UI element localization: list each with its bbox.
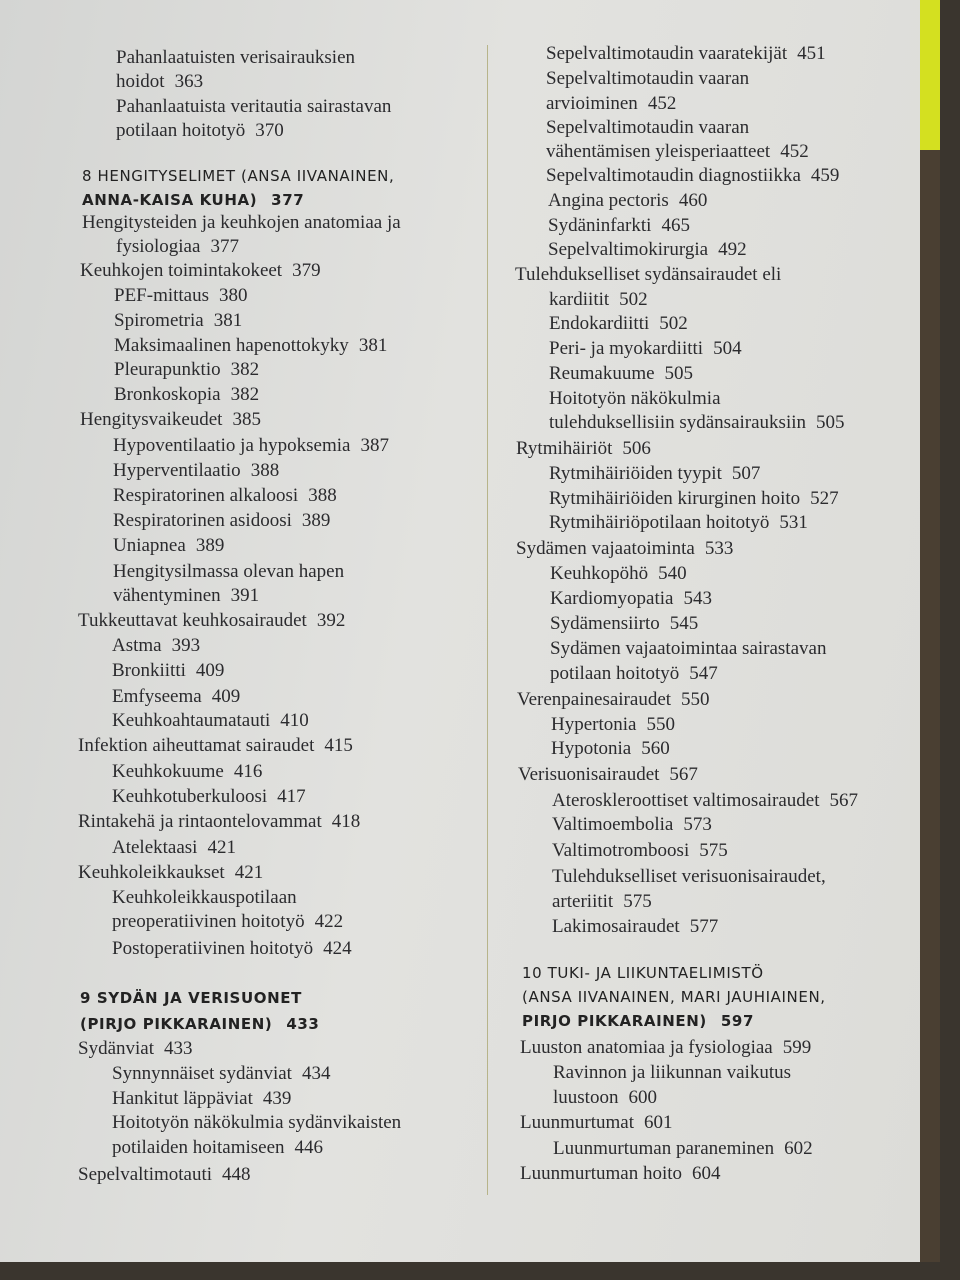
toc-entry-title: Maksimaalinen hapenottokyky (114, 335, 349, 356)
toc-entry-tulehdukselliset-sydansairaudet-eli (515, 263, 781, 287)
toc-entry-title: Hoitotyön näkökulmia (549, 388, 721, 409)
toc-entry-title: Rytmihäiriöiden tyypit (549, 463, 722, 484)
toc-entry-title: Keuhkotuberkuloosi (112, 786, 268, 807)
toc-entry-title: potilaan hoitotyö (116, 120, 246, 141)
toc-entry-page-number: 418 (331, 811, 361, 832)
toc-entry-title: potilaan hoitotyö (550, 663, 680, 684)
toc-entry-page-number: 459 (810, 165, 840, 186)
toc-entry-title: Sepelvaltimokirurgia (548, 239, 709, 260)
toc-entry-page-number: 387 (360, 435, 389, 456)
toc-entry-luunmurtuman-hoito (520, 1162, 721, 1186)
toc-entry-title: Keuhkopöhö (550, 563, 649, 584)
toc-entry-rytmihairiot (516, 437, 651, 461)
toc-entry-sydamen-vajaatoiminta (516, 537, 733, 561)
toc-entry-title: Lakimosairaudet (552, 916, 680, 937)
toc-entry-title: Hengitysteiden ja keuhkojen anatomiaa ja (82, 212, 401, 233)
toc-entry-ateroskleroottiset-valtimosairaudet (552, 789, 858, 813)
toc-entry-sydamensiirto (550, 612, 698, 636)
toc-entry-title: Tukkeuttavat keuhkosairaudet (78, 610, 307, 631)
toc-entry-title: preoperatiivinen hoitotyö (112, 911, 305, 932)
toc-entry-rytmihairiopotilaan-hoitotyo (549, 511, 808, 535)
toc-entry-page-number: 452 (647, 93, 677, 114)
toc-entry-title: Astma (112, 635, 162, 656)
toc-entry-page-number: 388 (250, 460, 280, 481)
toc-entry-sepelvaltimokirurgia (548, 238, 747, 262)
toc-entry-hypotonia (551, 737, 670, 761)
toc-entry-page-number: 421 (234, 862, 264, 883)
toc-entry-page-number: 601 (643, 1112, 673, 1133)
toc-entry-title: (PIRJO PIKKARAINEN) (80, 1015, 273, 1033)
toc-entry-title: vähentyminen (113, 585, 221, 606)
toc-entry-title: (ANSA IIVANAINEN, MARI JAUHIAINEN, (522, 988, 826, 1006)
toc-entry-page-number: 410 (280, 710, 309, 731)
toc-entry-title: Luunmurtuman paraneminen (553, 1138, 775, 1159)
toc-entry-verisuonisairaudet (518, 763, 698, 787)
toc-entry-title: Luunmurtumat (520, 1112, 634, 1133)
toc-entry-page-number: 388 (308, 485, 337, 506)
toc-entry-page-number: 560 (641, 738, 670, 759)
toc-entry-title: Keuhkoahtaumatauti (112, 710, 271, 731)
toc-entry-potilaan-hoitotyo (550, 662, 718, 686)
toc-entry-title: Keuhkoleikkauspotilaan (112, 887, 297, 908)
toc-entry-title: Endokardiitti (549, 313, 650, 334)
toc-entry-title: Valtimotromboosi (552, 840, 690, 861)
toc-entry-title: Keuhkoleikkaukset (78, 862, 225, 883)
toc-entry-rytmihairioiden-kirurginen-hoito (549, 487, 839, 511)
toc-entry-title: potilaiden hoitamiseen (112, 1137, 285, 1158)
toc-entry-hoitotyon-nakokulmia (549, 387, 721, 411)
toc-entry-title: PIRJO PIKKARAINEN) (522, 1012, 707, 1030)
toc-entry-title: luustoon (553, 1087, 619, 1108)
toc-entry-page-number: 465 (661, 215, 690, 236)
toc-entry-title: Pleurapunktio (114, 359, 221, 380)
toc-entry-title: Sepelvaltimotaudin vaaran (546, 117, 750, 138)
toc-entry-title: Rytmihäiriöpotilaan hoitotyö (549, 512, 770, 533)
toc-entry-title: Kardiomyopatia (550, 588, 674, 609)
toc-entry-title: Peri- ja myokardiitti (549, 338, 704, 359)
toc-entry-title: Atelektaasi (112, 837, 198, 858)
toc-entry-title: Hoitotyön näkökulmia sydänvikaisten (112, 1112, 402, 1133)
toc-entry-title: Hypertonia (551, 714, 637, 735)
toc-entry-page-number: 575 (623, 891, 652, 912)
toc-entry-page-number: 460 (678, 190, 708, 211)
toc-entry-sydamen-vajaatoimintaa-sairastavan (550, 637, 826, 661)
toc-entry-page-number: 540 (658, 563, 687, 584)
toc-entry-luunmurtuman-paraneminen (553, 1137, 813, 1161)
toc-entry-title: Verisuonisairaudet (518, 764, 660, 785)
toc-entry-luuston-anatomiaa-ja-fysiologiaa (520, 1036, 811, 1060)
toc-entry-title: Reumakuume (549, 363, 655, 384)
toc-entry-title: Emfyseema (112, 686, 202, 707)
toc-entry-page-number: 604 (692, 1163, 721, 1184)
toc-entry-peri-ja-myokardiitti (549, 337, 742, 361)
toc-entry-title: vähentämisen yleisperiaatteet (546, 141, 771, 162)
toc-entry-page-number: 446 (294, 1137, 324, 1158)
toc-entry-pirjo-pikkarainen (522, 1009, 754, 1033)
toc-entry-title: ANNA-KAISA KUHA) (82, 191, 258, 209)
toc-entry-title: Luuston anatomiaa ja fysiologiaa (520, 1037, 773, 1058)
toc-entry-page-number: 393 (171, 635, 201, 656)
toc-entry-title: Uniapnea (113, 535, 186, 556)
toc-entry-page-number: 391 (230, 585, 260, 606)
toc-entry-page-number: 381 (358, 335, 388, 356)
toc-entry-title: Verenpainesairaudet (517, 689, 672, 710)
toc-entry-title: Keuhkojen toimintakokeet (80, 260, 283, 281)
toc-entry-page-number: 451 (797, 43, 826, 64)
toc-entry-page-number: 550 (646, 714, 675, 735)
toc-entry-page-number: 597 (720, 1012, 754, 1030)
toc-entry-hypertonia (551, 713, 675, 737)
toc-entry-title: Sydäninfarkti (548, 215, 652, 236)
toc-entry-title: Pahanlaatuisten verisairauksien (116, 47, 356, 68)
toc-entry-page-number: 379 (292, 260, 321, 281)
toc-entry-arvioiminen (546, 92, 676, 116)
toc-entry-page-number: 507 (731, 463, 761, 484)
toc-entry-page-number: 550 (681, 689, 710, 710)
toc-entry-arteriitit (552, 890, 652, 914)
toc-entry-page-number: 573 (683, 814, 712, 835)
toc-entry-title: Sepelvaltimotauti (78, 1164, 213, 1185)
toc-entry-sepelvaltimotaudin-vaaran (546, 116, 749, 140)
toc-entry-rytmihairioiden-tyypit (549, 462, 760, 486)
toc-entry-page-number: 504 (713, 338, 742, 359)
toc-entry-page-number: 505 (664, 363, 694, 384)
toc-entry-page-number: 439 (262, 1088, 292, 1109)
toc-entry-title: Spirometria (114, 310, 204, 331)
toc-entry-title: Hypoventilaatio ja hypoksemia (113, 435, 351, 456)
toc-entry-lakimosairaudet (552, 915, 718, 939)
toc-entry-title: Sydänviat (78, 1038, 154, 1059)
toc-entry-page-number: 506 (622, 438, 651, 459)
toc-entry-page-number: 599 (782, 1037, 812, 1058)
toc-entry-page-number: 452 (780, 141, 809, 162)
toc-entry-title: Luunmurtuman hoito (520, 1163, 683, 1184)
toc-entry-title: Hengitysvaikeudet (80, 409, 223, 430)
toc-entry-title: hoidot (116, 71, 165, 92)
toc-entry-title: arvioiminen (546, 93, 638, 114)
toc-entry-title: Angina pectoris (548, 190, 669, 211)
toc-entry-ansa-iivanainen-mari-jauhiainen (522, 985, 826, 1009)
toc-entry-10-tuki-ja-liikuntaelimisto (522, 961, 764, 985)
toc-entry-title: Postoperatiivinen hoitotyö (112, 938, 314, 959)
toc-entry-title: tulehduksellisiin sydänsairauksiin (549, 412, 807, 433)
toc-entry-page-number: 377 (271, 191, 305, 209)
toc-entry-page-number: 385 (232, 409, 261, 430)
toc-entry-sepelvaltimotaudin-diagnostiikka (546, 164, 839, 188)
toc-entry-title: 8 HENGITYSELIMET (ANSA IIVANAINEN, (82, 167, 395, 185)
toc-entry-vahentamisen-yleisperiaatteet (546, 140, 809, 164)
toc-entry-page-number: 600 (628, 1087, 657, 1108)
toc-entry-title: Sepelvaltimotaudin vaaratekijät (546, 43, 788, 64)
toc-entry-title: Respiratorinen asidoosi (113, 510, 292, 531)
toc-entry-page-number: 422 (314, 911, 344, 932)
toc-entry-title: Sepelvaltimotaudin diagnostiikka (546, 165, 801, 186)
toc-entry-page-number: 545 (669, 613, 699, 634)
toc-entry-page-number: 421 (207, 837, 236, 858)
toc-entry-title: Hyperventilaatio (113, 460, 241, 481)
toc-entry-tulehdukselliset-verisuonisairaudet (552, 865, 826, 889)
toc-entry-title: 10 TUKI- JA LIIKUNTAELIMISTÖ (522, 964, 764, 982)
toc-entry-page-number: 502 (619, 289, 648, 310)
toc-entry-page-number: 433 (164, 1038, 193, 1059)
toc-entry-title: Sydämensiirto (550, 613, 660, 634)
toc-entry-valtimotromboosi (552, 839, 728, 863)
toc-entry-page-number: 567 (829, 790, 859, 811)
toc-entry-page-number: 424 (323, 938, 352, 959)
toc-entry-title: Tulehdukselliset sydänsairaudet eli (515, 264, 782, 285)
toc-entry-page-number: 602 (784, 1138, 813, 1159)
toc-entry-page-number: 382 (230, 359, 260, 380)
toc-entry-title: Keuhkokuume (112, 761, 224, 782)
toc-entry-sepelvaltimotaudin-vaaratekijat (546, 42, 826, 66)
toc-entry-page-number: 380 (219, 285, 248, 306)
toc-entry-page-number: 448 (222, 1164, 251, 1185)
toc-entry-page-number: 381 (213, 310, 243, 331)
toc-entry-title: Sepelvaltimotaudin vaaran (546, 68, 750, 89)
toc-entry-ravinnon-ja-liikunnan-vaikutus (553, 1061, 791, 1085)
toc-entry-title: Hankitut läppäviat (112, 1088, 253, 1109)
toc-entry-reumakuume (549, 362, 693, 386)
toc-entry-page-number: 370 (255, 120, 284, 141)
toc-entry-page-number: 409 (211, 686, 241, 707)
toc-entry-title: Rytmihäiriöt (516, 438, 613, 459)
toc-entry-page-number: 575 (699, 840, 728, 861)
toc-entry-page-number: 577 (689, 916, 719, 937)
toc-entry-title: Rintakehä ja rintaontelovammat (78, 811, 322, 832)
toc-entry-page-number: 415 (324, 735, 353, 756)
toc-entry-tulehduksellisiin-sydansairauksiin (549, 411, 845, 435)
toc-entry-page-number: 543 (683, 588, 712, 609)
toc-entry-title: Tulehdukselliset verisuonisairaudet, (552, 866, 826, 887)
toc-entry-page-number: 389 (195, 535, 225, 556)
toc-entry-valtimoembolia (552, 813, 712, 837)
toc-entry-title: Pahanlaatuista veritautia sairastavan (116, 96, 392, 117)
toc-entry-page-number: 533 (704, 538, 734, 559)
toc-entry-page-number: 409 (195, 660, 225, 681)
toc-entry-sydaninfarkti (548, 214, 690, 238)
toc-entry-page-number: 492 (718, 239, 747, 260)
toc-entry-endokardiitti (549, 312, 688, 336)
toc-entry-title: Valtimoembolia (552, 814, 674, 835)
toc-entry-kardiomyopatia (550, 587, 712, 611)
toc-entry-page-number: 502 (659, 313, 688, 334)
toc-entry-page-number: 416 (233, 761, 263, 782)
toc-entry-title: Ateroskleroottiset valtimosairaudet (552, 790, 820, 811)
toc-entry-page-number: 505 (816, 412, 845, 433)
toc-entry-page-number: 433 (286, 1015, 320, 1033)
toc-entry-luustoon (553, 1086, 657, 1110)
toc-entry-title: Bronkiitti (112, 660, 186, 681)
toc-entry-verenpainesairaudet (517, 688, 710, 712)
toc-entry-page-number: 434 (301, 1063, 331, 1084)
toc-entry-keuhkopoho (550, 562, 687, 586)
toc-entry-page-number: 567 (669, 764, 698, 785)
toc-entry-luunmurtumat (520, 1111, 672, 1135)
toc-entry-title: Rytmihäiriöiden kirurginen hoito (549, 488, 801, 509)
toc-entry-kardiitit (549, 288, 648, 312)
toc-entry-title: PEF-mittaus (114, 285, 210, 306)
toc-entry-title: fysiologiaa (116, 236, 201, 257)
toc-entry-title: Infektion aiheuttamat sairaudet (78, 735, 315, 756)
toc-entry-title: arteriitit (552, 891, 614, 912)
toc-entry-title: Hypotonia (551, 738, 632, 759)
toc-entry-title: Sydämen vajaatoiminta (516, 538, 695, 559)
toc-entry-page-number: 527 (810, 488, 839, 509)
toc-entry-sepelvaltimotaudin-vaaran (546, 67, 749, 91)
toc-entry-title: Synnynnäiset sydänviat (112, 1063, 292, 1084)
toc-entry-page-number: 547 (689, 663, 718, 684)
toc-entry-title: Respiratorinen alkaloosi (113, 485, 299, 506)
toc-entry-title: Hengitysilmassa olevan hapen (113, 561, 345, 582)
toc-entry-page-number: 531 (779, 512, 808, 533)
toc-entry-title: 9 SYDÄN JA VERISUONET (80, 989, 302, 1007)
toc-entry-angina-pectoris (548, 189, 707, 213)
toc-entry-title: kardiitit (549, 289, 610, 310)
toc-entry-page-number: 363 (174, 71, 204, 92)
toc-entry-title: Bronkoskopia (114, 384, 221, 405)
toc-entry-page-number: 382 (230, 384, 260, 405)
toc-entry-page-number: 389 (301, 510, 331, 531)
toc-entry-page-number: 417 (277, 786, 306, 807)
toc-entry-page-number: 392 (316, 610, 346, 631)
toc-entry-page-number: 377 (210, 236, 239, 257)
toc-entry-title: Sydämen vajaatoimintaa sairastavan (550, 638, 827, 659)
toc-entry-title: Ravinnon ja liikunnan vaikutus (553, 1062, 792, 1083)
